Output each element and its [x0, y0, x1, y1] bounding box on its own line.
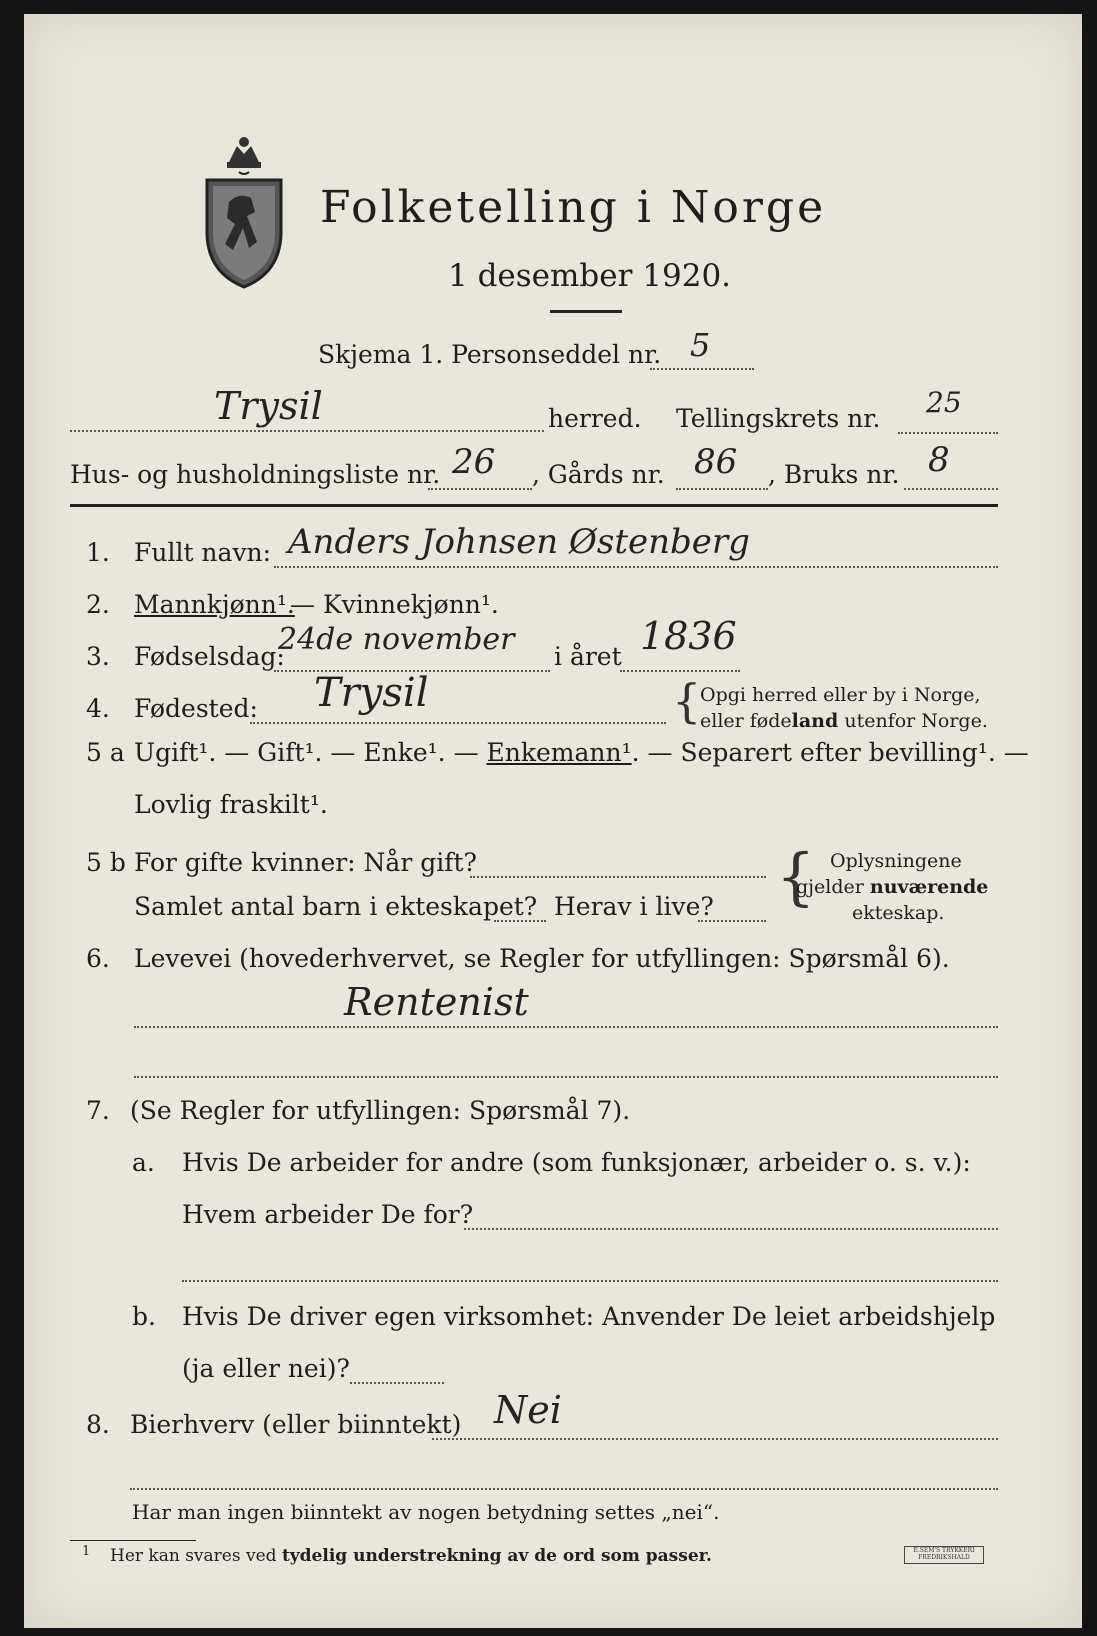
hired-help-label: (ja eller nei)? — [182, 1354, 350, 1383]
tellingskrets-line — [898, 432, 998, 434]
q7-number: 7. — [86, 1096, 110, 1125]
herred-line — [70, 430, 544, 432]
coat-of-arms-icon — [199, 132, 289, 292]
person-nr-value: 5 — [690, 326, 711, 364]
q7a-letter: a. — [132, 1148, 155, 1177]
employer-line — [464, 1228, 998, 1230]
alive-line — [698, 920, 766, 922]
birth-year-value: 1836 — [640, 614, 737, 658]
q5a-number: 5 a — [86, 738, 125, 767]
q4-note-line2: eller fødeland utenfor Norge. — [700, 710, 988, 732]
q4-number: 4. — [86, 694, 110, 723]
header-rule — [70, 504, 998, 507]
schema-label: Skjema 1. Personseddel nr. — [318, 340, 662, 369]
q5b-brace: { — [776, 840, 816, 913]
bruks-value: 8 — [928, 440, 950, 480]
q7-label: (Se Regler for utfyllingen: Spørsmål 7). — [130, 1096, 631, 1125]
side-income-value: Nei — [494, 1388, 562, 1432]
q7b-letter: b. — [132, 1302, 156, 1331]
footnote-text: Her kan svares ved tydelig understrekning av de ord som passer. — [110, 1546, 712, 1566]
census-form-page — [24, 14, 1082, 1628]
q3-number: 3. — [86, 642, 110, 671]
occupation-line — [134, 1026, 998, 1028]
form-title: Folketelling i Norge — [320, 182, 827, 233]
title-divider — [550, 310, 622, 313]
gards-label: , Gårds nr. — [532, 460, 665, 489]
gards-value: 86 — [694, 442, 738, 482]
female-option: — Kvinnekjønn¹. — [290, 590, 499, 619]
married-when-label: For gifte kvinner: Når gift? — [134, 848, 477, 877]
married-when-line — [470, 876, 766, 878]
children-label: Samlet antal barn i ekteskapet? — [134, 892, 538, 921]
printer-stamp: E.SEM'S TRYKKERI FREDRIKSHALD — [904, 1546, 984, 1564]
census-date: 1 desember 1920. — [448, 258, 732, 294]
footnote-mark: 1 — [82, 1544, 91, 1559]
employer-line-2 — [182, 1280, 998, 1282]
full-name-value: Anders Johnsen Østenberg — [288, 522, 750, 562]
q7a-question: Hvis De arbeider for andre (som funksjonær, arbeider o. s. v.): — [182, 1148, 971, 1177]
hus-line — [428, 488, 532, 490]
q8-label: Bierhverv (eller biinntekt) — [130, 1410, 462, 1439]
children-line — [494, 920, 546, 922]
hus-value: 26 — [452, 442, 496, 482]
q6-number: 6. — [86, 944, 110, 973]
birthday-value: 24de november — [278, 622, 515, 657]
tellingskrets-value: 25 — [926, 386, 962, 419]
q5b-note-line2: gjelder nuværende — [796, 876, 989, 898]
bruks-label: , Bruks nr. — [768, 460, 900, 489]
q4-label: Fødested: — [134, 694, 258, 723]
bruks-line — [904, 488, 998, 490]
q8-number: 8. — [86, 1410, 110, 1439]
q7b-question: Hvis De driver egen virksomhet: Anvender De leiet arbeidshjelp — [182, 1302, 996, 1331]
tellingskrets-label: Tellingskrets nr. — [676, 404, 881, 433]
birthplace-value: Trysil — [314, 670, 429, 716]
year-label: i året — [554, 642, 622, 671]
employer-label: Hvem arbeider De for? — [182, 1200, 474, 1229]
side-income-line-2 — [130, 1488, 998, 1490]
side-income-note: Har man ingen biinntekt av nogen betydning settes „nei“. — [132, 1500, 720, 1524]
occupation-value: Rentenist — [344, 980, 529, 1024]
q5b-note-line1: Oplysningene — [830, 850, 962, 872]
herred-value: Trysil — [214, 384, 323, 428]
marital-status-options: Ugift¹. — Gift¹. — Enke¹. — Enkemann¹. — Separert efter bevilling¹. — — [134, 738, 1029, 767]
q1-label: Fullt navn: — [134, 538, 272, 567]
side-income-line — [432, 1438, 998, 1440]
q1-line — [274, 566, 998, 568]
q5b-number: 5 b — [86, 848, 126, 877]
footnote-rule — [70, 1540, 196, 1541]
q1-number: 1. — [86, 538, 110, 567]
q2-number: 2. — [86, 590, 110, 619]
person-nr-line — [650, 368, 754, 370]
herred-label: herred. — [548, 404, 642, 433]
occupation-line-2 — [134, 1076, 998, 1078]
year-line — [620, 670, 740, 672]
widower-option: Enkemann¹ — [486, 738, 632, 767]
q3-label: Fødselsdag: — [134, 642, 285, 671]
q4-brace: { — [672, 674, 702, 728]
male-option: Mannkjønn¹. — [134, 590, 295, 619]
q4-note-line1: Opgi herred eller by i Norge, — [700, 684, 981, 706]
birthplace-line — [250, 722, 666, 724]
hired-help-line — [350, 1382, 444, 1384]
gards-line — [676, 488, 768, 490]
q6-label: Levevei (hovederhvervet, se Regler for utfyllingen: Spørsmål 6). — [134, 944, 950, 973]
alive-label: Herav i live? — [554, 892, 714, 921]
hus-label: Hus- og husholdningsliste nr. — [70, 460, 441, 489]
q5b-note-line3: ekteskap. — [852, 902, 945, 924]
divorced-option: Lovlig fraskilt¹. — [134, 790, 328, 819]
